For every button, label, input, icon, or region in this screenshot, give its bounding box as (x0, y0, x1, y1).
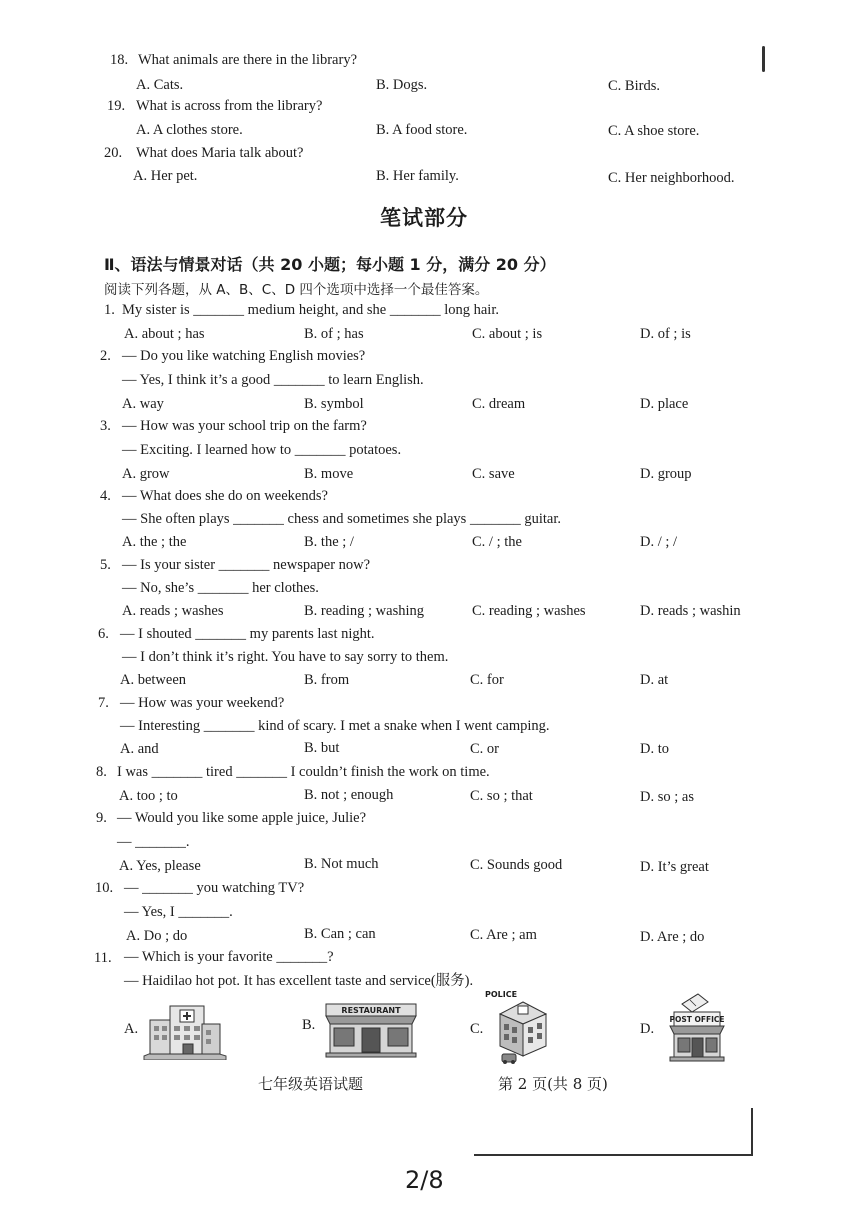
page-indicator: 2/8 (405, 1166, 444, 1194)
option-b: B. A food store. (376, 122, 468, 138)
option-b: B. the ; / (304, 534, 354, 550)
question-number: 9. (96, 810, 107, 826)
option-c: C. or (470, 741, 499, 757)
option-b: B. from (304, 672, 350, 688)
option-a: A. Her pet. (133, 168, 198, 184)
option-c: C. A shoe store. (608, 123, 700, 139)
question-number: 20. (104, 145, 123, 161)
section-title: Ⅱ、语法与情景对话（共 20 小题；每小题 1 分，满分 20 分） (104, 255, 556, 274)
question-line: — Haidilao hot pot. It has excellent taste and service(服务). (124, 973, 474, 989)
option-c: C. dream (472, 396, 526, 412)
question-text: What animals are there in the library? (138, 52, 358, 68)
option-c: C. / ; the (472, 534, 522, 550)
question-line: — How was your weekend? (120, 695, 285, 711)
hospital-icon (142, 998, 228, 1060)
restaurant-sign-label: RESTAURANT (341, 1006, 401, 1015)
option-a: A. Yes, please (119, 858, 201, 874)
question-line: — Yes, I _______. (124, 904, 233, 920)
question-number: 3. (100, 418, 111, 434)
question-line: — What does she do on weekends? (122, 488, 328, 504)
option-b: B. symbol (304, 396, 364, 412)
option-d: D. at (640, 672, 669, 688)
option-d: D. so ; as (640, 789, 694, 805)
question-text: What does Maria talk about? (136, 145, 304, 161)
option-c: C. so ; that (470, 788, 533, 804)
restaurant-icon (322, 1000, 420, 1058)
option-c: C. Are ; am (470, 927, 537, 943)
option-c: C. (470, 1021, 484, 1037)
question-number: 11. (94, 950, 112, 966)
question-line: — Interesting _______ kind of scary. I met a snake when I went camping. (120, 718, 550, 734)
question-number: 6. (98, 626, 109, 642)
post-office-icon (660, 990, 730, 1062)
option-a: A. about ; has (124, 326, 205, 342)
post-office-sign-label: POST OFFICE (669, 1015, 725, 1024)
option-c: C. save (472, 466, 515, 482)
option-b: B. of ; has (304, 326, 364, 342)
option-b: B. Dogs. (376, 77, 428, 93)
option-b: B. (302, 1017, 316, 1033)
margin-line-vertical (751, 1108, 753, 1156)
question-line: — _______. (117, 834, 190, 850)
option-d: D. / ; / (640, 534, 678, 550)
footer-title: 七年级英语试题 (258, 1075, 364, 1093)
police-label: POLICE (485, 990, 518, 999)
question-line: — Is your sister _______ newspaper now? (122, 557, 371, 573)
question-line: — I don’t think it’s right. You have to say sorry to them. (122, 649, 449, 665)
edge-mark (762, 46, 765, 72)
option-a: A. way (122, 396, 164, 412)
option-d: D. to (640, 741, 669, 757)
question-line: — She often plays _______ chess and sometimes she plays _______ guitar. (122, 511, 561, 527)
question-line: — How was your school trip on the farm? (122, 418, 367, 434)
option-c: C. Sounds good (470, 857, 563, 873)
option-a: A. Cats. (136, 77, 184, 93)
question-line: My sister is _______ medium height, and she _______ long hair. (122, 302, 499, 318)
option-d: D. of ; is (640, 326, 691, 342)
option-a: A. A clothes store. (136, 122, 243, 138)
option-c: C. Her neighborhood. (608, 170, 735, 186)
option-b: B. Not much (304, 856, 379, 872)
question-number: 10. (95, 880, 114, 896)
option-a: A. the ; the (122, 534, 187, 550)
question-number: 1. (104, 302, 115, 318)
question-line: — Yes, I think it’s a good _______ to learn English. (122, 372, 424, 388)
option-b: B. move (304, 466, 354, 482)
margin-line-horizontal (474, 1154, 752, 1156)
option-d: D. Are ; do (640, 929, 705, 945)
option-b: B. reading ; washing (304, 603, 425, 619)
question-number: 18. (110, 52, 129, 68)
option-a: A. (124, 1021, 139, 1037)
option-a: A. Do ; do (126, 928, 188, 944)
question-number: 5. (100, 557, 111, 573)
option-b: B. but (304, 740, 340, 756)
option-c: C. Birds. (608, 78, 660, 94)
question-line: — I shouted _______ my parents last night. (120, 626, 375, 642)
question-line: — Which is your favorite _______? (124, 949, 334, 965)
option-a: A. too ; to (119, 788, 178, 804)
section-instruction: 阅读下列各题，从 A、B、C、D 四个选项中选择一个最佳答案。 (104, 282, 489, 298)
question-number: 2. (100, 348, 111, 364)
option-b: B. Her family. (376, 168, 459, 184)
option-a: A. grow (122, 466, 170, 482)
footer-page: 第 2 页(共 8 页) (498, 1075, 608, 1093)
question-line: — Do you like watching English movies? (122, 348, 366, 364)
question-line: — Exciting. I learned how to _______ potatoes. (122, 442, 402, 458)
question-line: — _______ you watching TV? (124, 880, 305, 896)
option-d: D. (640, 1021, 655, 1037)
option-c: C. about ; is (472, 326, 543, 342)
option-b: B. Can ; can (304, 926, 376, 942)
option-d: D. place (640, 396, 689, 412)
question-text: What is across from the library? (136, 98, 323, 114)
question-number: 4. (100, 488, 111, 504)
police-station-icon (492, 1000, 554, 1064)
question-line: — No, she’s _______ her clothes. (122, 580, 319, 596)
question-line: — Would you like some apple juice, Julie? (117, 810, 367, 826)
option-d: D. group (640, 466, 692, 482)
option-a: A. reads ; washes (122, 603, 224, 619)
option-a: A. and (120, 741, 159, 757)
option-c: C. for (470, 672, 504, 688)
question-line: I was _______ tired _______ I couldn’t finish the work on time. (117, 764, 490, 780)
option-d: D. reads ; washin (640, 603, 741, 619)
question-number: 7. (98, 695, 109, 711)
written-part-heading: 笔试部分 (380, 206, 468, 230)
option-d: D. It’s great (640, 859, 709, 875)
question-number: 19. (107, 98, 126, 114)
option-c: C. reading ; washes (472, 603, 586, 619)
question-number: 8. (96, 764, 107, 780)
option-a: A. between (120, 672, 187, 688)
option-b: B. not ; enough (304, 787, 394, 803)
